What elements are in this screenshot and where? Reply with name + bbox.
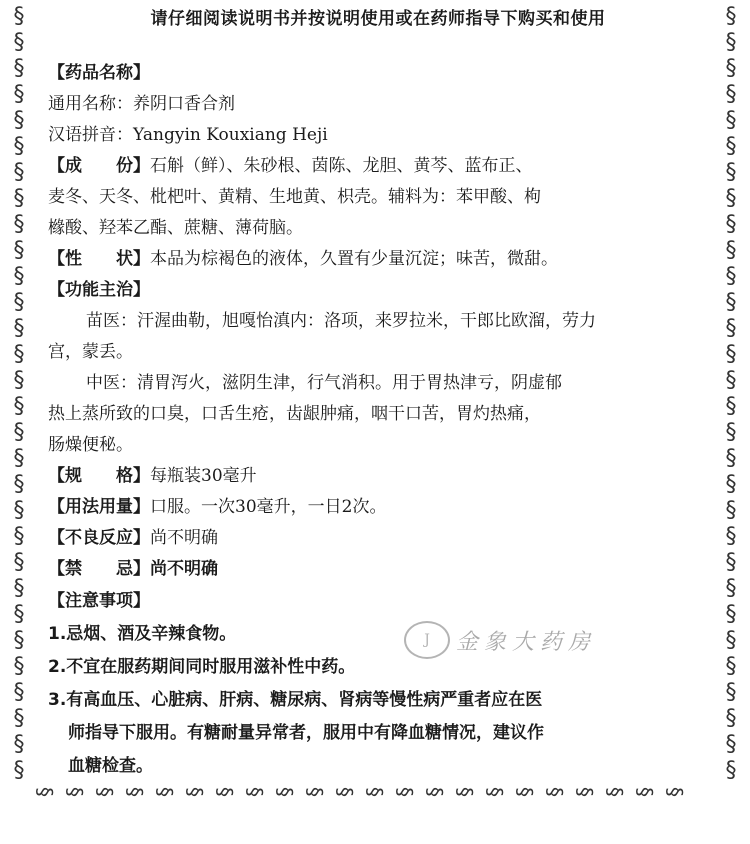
tcm-line-1: 中医：清胃泻火，滋阴生津，行气消积。用于胃热津亏，阴虚郁 bbox=[86, 373, 562, 393]
specification-row bbox=[48, 461, 698, 492]
tcm-line-2: 热上蒸所致的口臭，口舌生疮，齿龈肿痛，咽干口苦，胃灼热痛， bbox=[48, 404, 541, 424]
adverse-row bbox=[48, 523, 698, 554]
properties-row bbox=[48, 244, 698, 275]
note-item-2: 2.不宜在服药期间同时服用滋补性中药。 bbox=[48, 657, 356, 677]
ingredients-text: 石斛（鲜）、朱砂根、茵陈、龙胆、黄芩、蓝布正、 bbox=[150, 156, 533, 176]
usage-warning: 请仔细阅读说明书并按说明使用或在药师指导下购买和使用 bbox=[150, 9, 606, 29]
properties-heading: 【性 状】 bbox=[48, 249, 150, 269]
indications-heading: 【功能主治】 bbox=[48, 280, 150, 300]
ingredients-heading: 【成 份】 bbox=[48, 156, 150, 176]
miao-medicine-line-1: 苗医：汗渥曲勒，旭嘎怡滇内：洛项，来罗拉米，干郎比欧溜，劳力 bbox=[86, 311, 596, 331]
watermark-text: 金象大药房 bbox=[456, 629, 597, 655]
pinyin-name: 汉语拼音：Yangyin Kouxiang Heji bbox=[48, 125, 328, 145]
decorative-border-bottom: § § § § § § § § § § § § § § § § § § § § § § bbox=[33, 787, 687, 797]
note-item-3-line-2: 师指导下服用。有糖耐量异常者，服用中有降血糖情况，建议作 bbox=[68, 723, 544, 743]
ingredients-line-2: 麦冬、天冬、枇杷叶、黄精、生地黄、枳壳。辅料为：苯甲酸、枸 bbox=[48, 187, 541, 207]
contraindication-heading: 【禁 忌】 bbox=[48, 559, 150, 579]
usage-heading: 【用法用量】 bbox=[48, 497, 150, 517]
contraindication-text: 尚不明确 bbox=[150, 559, 218, 579]
name-heading: 【药品名称】 bbox=[48, 63, 150, 83]
decorative-border-left: § § § § § § § § § § § § § § § § § § § § § § § § § § § § § § bbox=[13, 4, 25, 783]
properties-text: 本品为棕褐色的液体，久置有少量沉淀；味苦，微甜。 bbox=[150, 249, 558, 269]
tcm-line-3: 肠燥便秘。 bbox=[48, 435, 133, 455]
note-item-3-line-3: 血糖检查。 bbox=[68, 756, 153, 776]
ingredients-row bbox=[48, 151, 698, 182]
adverse-heading: 【不良反应】 bbox=[48, 528, 150, 548]
note-item-1: 1.忌烟、酒及辛辣食物。 bbox=[48, 624, 237, 644]
notes-heading: 【注意事项】 bbox=[48, 591, 150, 611]
leaflet-content bbox=[48, 58, 698, 783]
notes-section bbox=[48, 585, 698, 783]
adverse-text: 尚不明确 bbox=[150, 528, 218, 548]
decorative-border-right: § § § § § § § § § § § § § § § § § § § § § § § § § § § § § § bbox=[725, 4, 737, 783]
miao-medicine-line-2: 宫，蒙丢。 bbox=[48, 342, 133, 362]
specification-heading: 【规 格】 bbox=[48, 466, 150, 486]
usage-text: 口服。一次30毫升，一日2次。 bbox=[150, 497, 387, 517]
usage-row bbox=[48, 492, 698, 523]
specification-text: 每瓶装30毫升 bbox=[150, 466, 257, 486]
pharmacy-logo-icon: J bbox=[404, 621, 450, 659]
generic-name: 通用名称：养阴口香合剂 bbox=[48, 94, 235, 114]
contraindication-row bbox=[48, 554, 698, 585]
ingredients-line-3: 橼酸、羟苯乙酯、蔗糖、薄荷脑。 bbox=[48, 218, 303, 238]
pharmacy-watermark bbox=[404, 618, 664, 662]
note-item-3-line-1: 3.有高血压、心脏病、肝病、糖尿病、肾病等慢性病严重者应在医 bbox=[48, 690, 543, 710]
